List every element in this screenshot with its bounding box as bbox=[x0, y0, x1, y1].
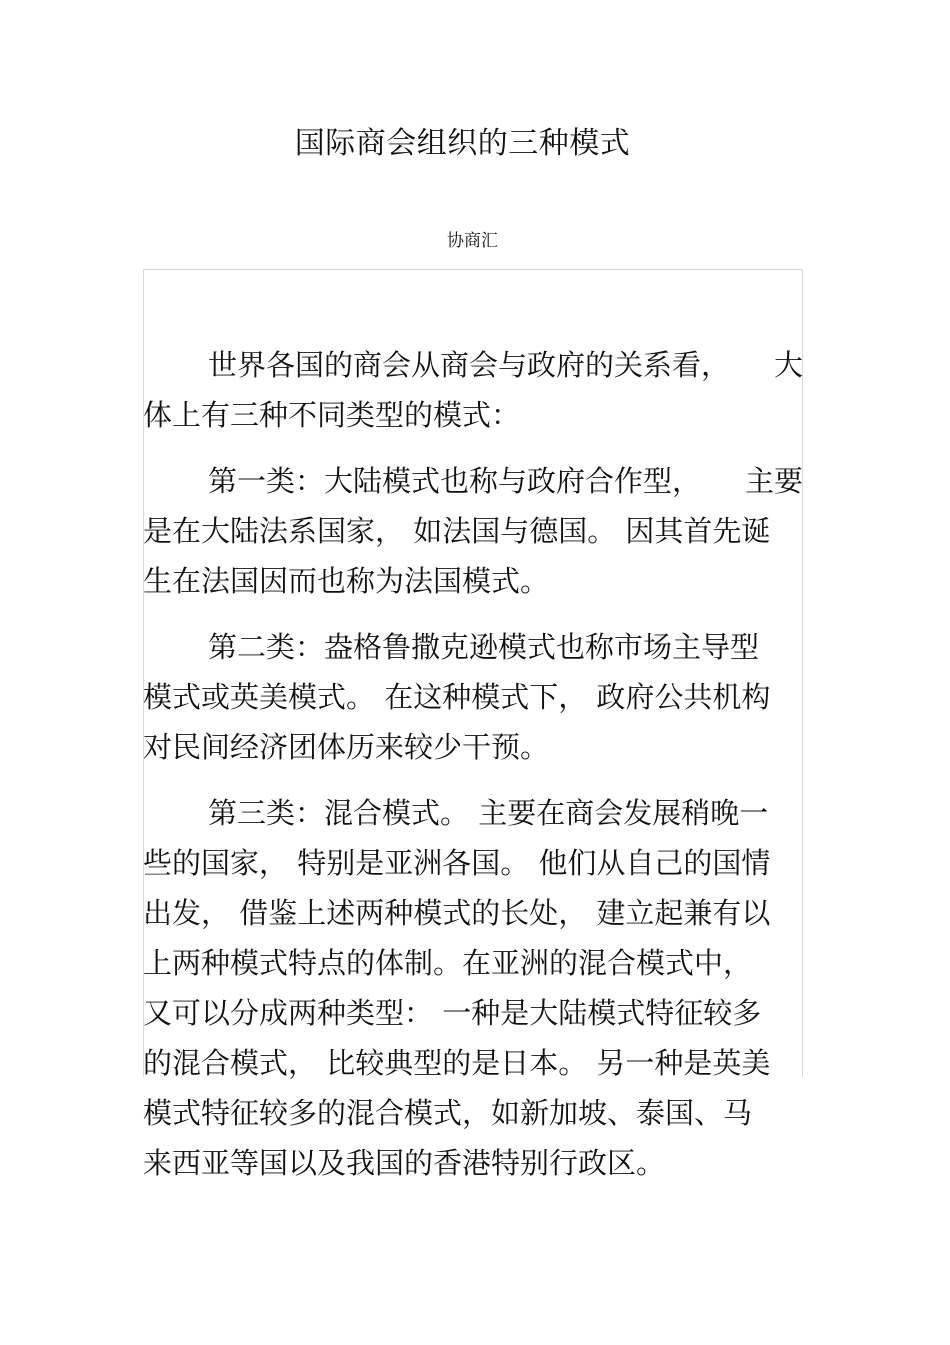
paragraph-line bbox=[143, 340, 803, 390]
paragraph-line: 又可以分成两种类型： 一种是大陆模式特征较多 bbox=[143, 996, 762, 1030]
paragraph-line: 对民间经济团体历来较少干预。 bbox=[143, 730, 550, 764]
document-body bbox=[143, 340, 803, 1188]
document-title: 国际商会组织的三种模式 bbox=[294, 126, 631, 161]
paragraph-line: 第二类：盎格鲁撒克逊模式也称市场主导型 bbox=[208, 630, 760, 664]
paragraph-3 bbox=[143, 622, 803, 772]
paragraph-line: 体上有三种不同类型的模式： bbox=[143, 398, 521, 432]
paragraph-line: 第三类：混合模式。 主要在商会发展稍晚一 bbox=[208, 796, 769, 830]
paragraph-2 bbox=[143, 456, 803, 606]
paragraph-line bbox=[143, 456, 803, 506]
paragraph-line: 出发， 借鉴上述两种模式的长处， 建立起兼有以 bbox=[143, 896, 771, 930]
document-author: 协商汇 bbox=[447, 231, 498, 251]
line-segment: 第一类：大陆模式也称与政府合作型， bbox=[208, 464, 702, 498]
paragraph-line: 上两种模式特点的体制。在亚洲的混合模式中， bbox=[143, 946, 753, 980]
line-segment: 主要 bbox=[744, 464, 803, 498]
paragraph-line: 是在大陆法系国家， 如法国与德国。 因其首先诞 bbox=[143, 514, 771, 548]
paragraph-line: 生在法国因而也称为法国模式。 bbox=[143, 564, 550, 598]
line-segment: 大 bbox=[773, 348, 803, 382]
paragraph-line: 的混合模式， 比较典型的是日本。 另一种是英美 bbox=[143, 1046, 771, 1080]
paragraph-line: 些的国家， 特别是亚洲各国。 他们从自己的国情 bbox=[143, 846, 771, 880]
line-segment: 世界各国的商会从商会与政府的关系看， bbox=[208, 348, 731, 382]
paragraph-line: 模式或英美模式。 在这种模式下， 政府公共机构 bbox=[143, 680, 771, 714]
paragraph-1 bbox=[143, 340, 803, 440]
paragraph-4 bbox=[143, 788, 803, 1188]
paragraph-line: 来西亚等国以及我国的香港特别行政区。 bbox=[143, 1146, 666, 1180]
paragraph-line: 模式特征较多的混合模式，如新加坡、泰国、马 bbox=[143, 1096, 753, 1130]
